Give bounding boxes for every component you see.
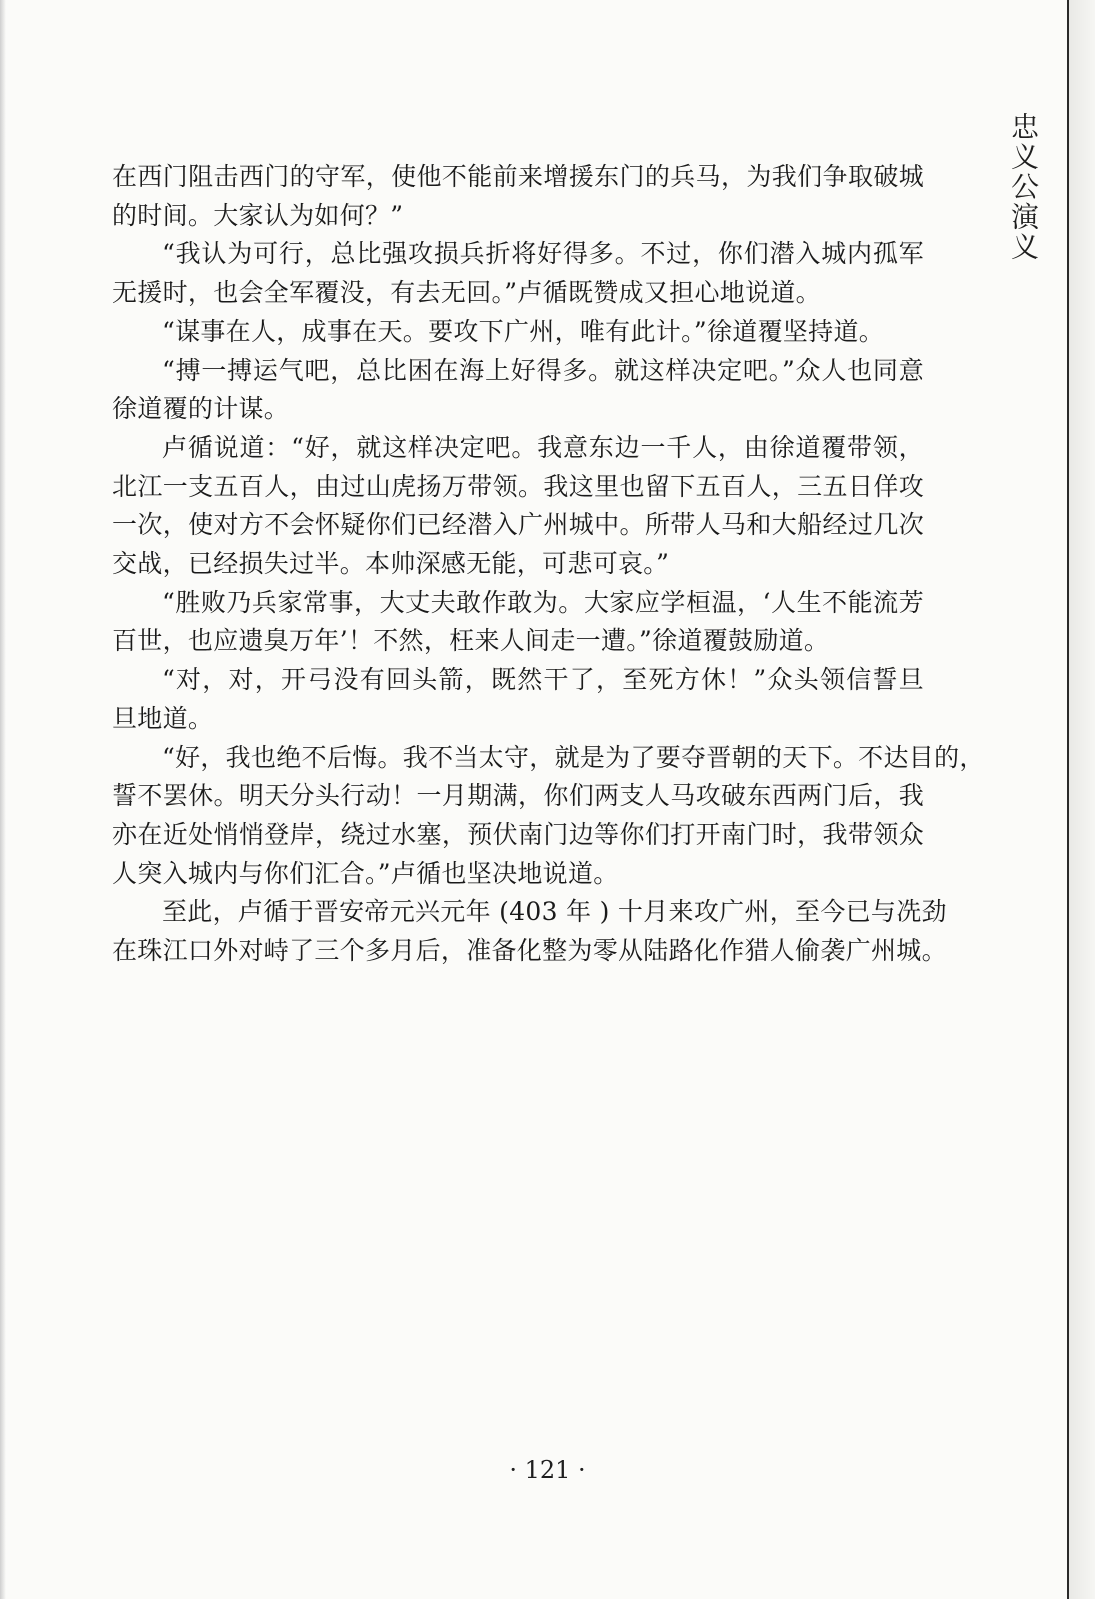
text-line: 至此，卢循于晋安帝元兴元年 (403 年 ) 十月来攻广州，至今已与冼劲 (162, 897, 947, 927)
page-number: · 121 · (509, 1456, 586, 1484)
text-line: “胜败乃兵家常事，大丈夫敢作敢为。大家应学桓温，‘人生不能流芳 (162, 587, 924, 617)
text-line: 徐道覆的计谋。 (112, 394, 290, 424)
running-title: 忠义公演义 (1007, 112, 1040, 262)
text-line: “对，对，开弓没有回头箭，既然干了，至死方休！”众头领信誓旦 (162, 665, 924, 695)
page-right-margin-shade (1069, 0, 1095, 1599)
page-left-edge (0, 0, 6, 1599)
text-line: 旦地道。 (112, 703, 214, 733)
text-line: 卢循说道：“好，就这样决定吧。我意东边一千人，由徐道覆带领， (162, 432, 924, 462)
text-line: “我认为可行，总比强攻损兵折将好得多。不过，你们潜入城内孤军 (162, 239, 924, 269)
text-line: 北江一支五百人，由过山虎扬万带领。我这里也留下五百人，三五日佯攻 (112, 471, 924, 501)
text-line: 在珠江口外对峙了三个多月后，准备化整为零从陆路化作猎人偷袭广州城。 (112, 936, 947, 966)
text-line: 百世，也应遗臭万年’！不然，枉来人间走一遭。”徐道覆鼓励道。 (112, 626, 830, 656)
text-line: 在西门阻击西门的守军，使他不能前来增援东门的兵马，为我们争取破城 (112, 162, 924, 191)
page-right-edge-line (1067, 0, 1069, 1599)
text-line: 誓不罢休。明天分头行动！一月期满，你们两支人马攻破东西两门后，我 (112, 781, 924, 811)
text-line: “谋事在人，成事在天。要攻下广州，唯有此计。”徐道覆坚持道。 (162, 316, 885, 346)
text-line: 一次，使对方不会怀疑你们已经潜入广州城中。所带人马和大船经过几次 (112, 510, 924, 540)
text-line: “搏一搏运气吧，总比困在海上好得多。就这样决定吧。”众人也同意 (162, 355, 924, 385)
text-line: 的时间。大家认为如何？” (112, 200, 404, 230)
text-line: 交战，已经损失过半。本帅深感无能，可悲可哀。” (112, 549, 670, 579)
text-line: 亦在近处悄悄登岸，绕过水塞，预伏南门边等你们打开南门时，我带领众 (112, 819, 924, 849)
body-text (112, 158, 985, 971)
text-line: “好，我也绝不后悔。我不当太守，就是为了要夺晋朝的天下。不达目的， (162, 742, 985, 772)
text-line: 无援时，也会全军覆没，有去无回。”卢循既赞成又担心地说道。 (112, 278, 821, 308)
text-line: 人突入城内与你们汇合。”卢循也坚决地说道。 (112, 858, 619, 888)
